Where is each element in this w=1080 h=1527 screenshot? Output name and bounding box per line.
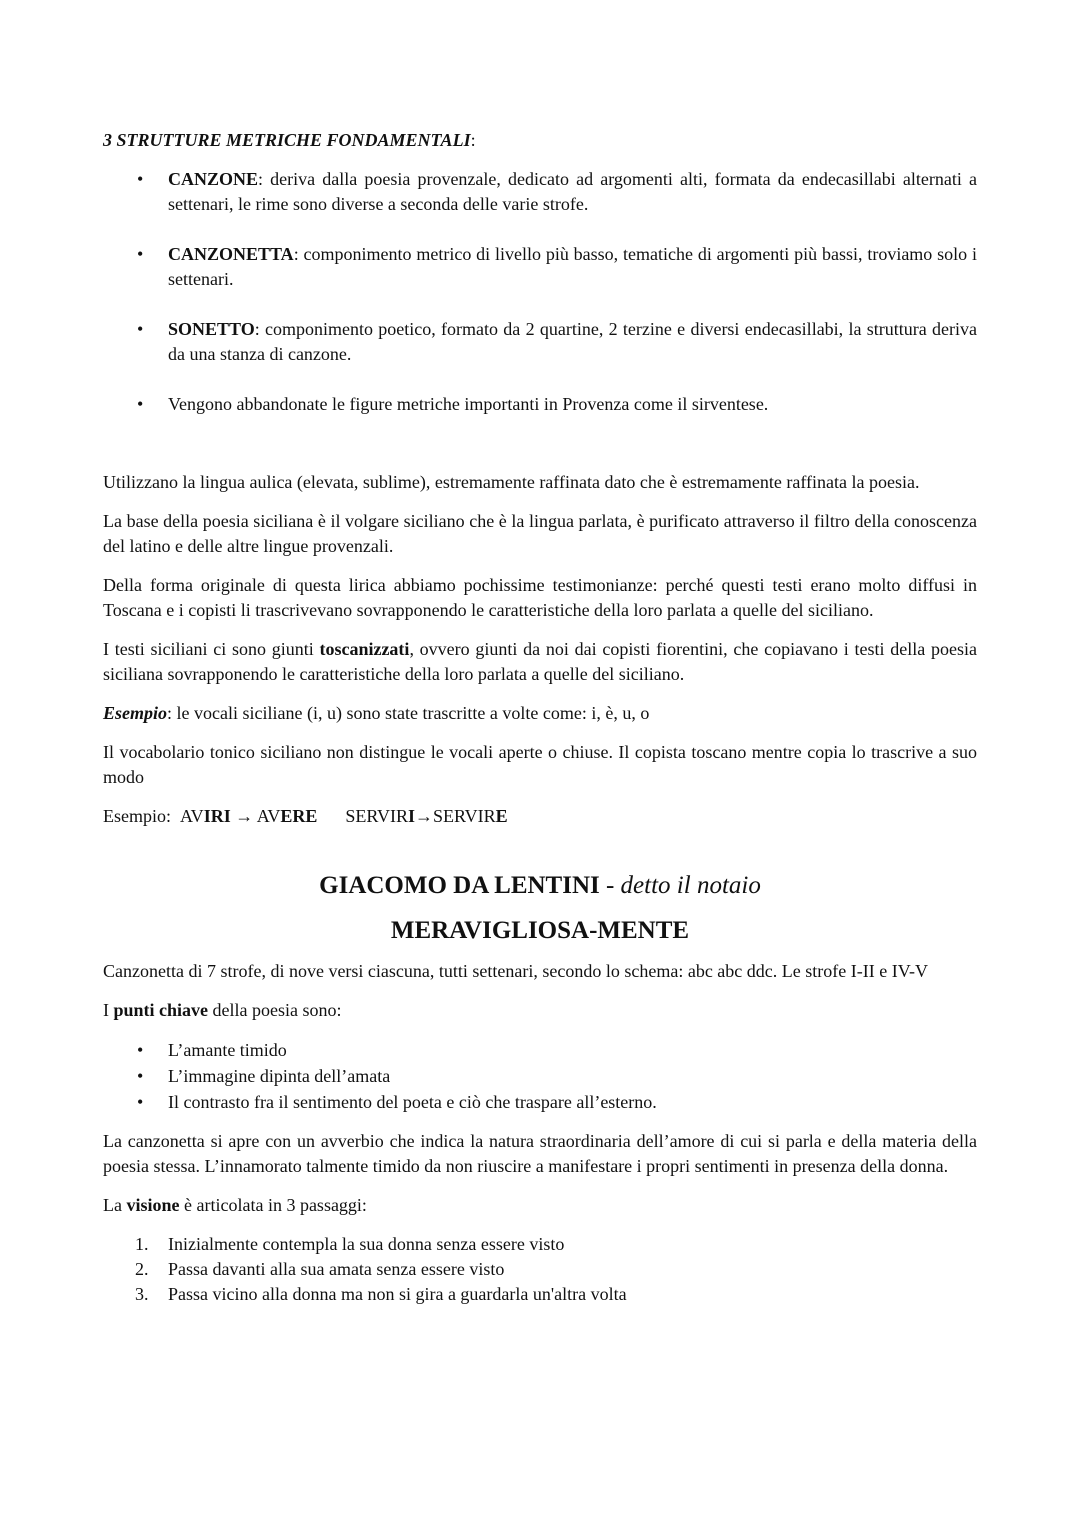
paragraph-vocabolario-tonico: Il vocabolario tonico siciliano non distingue le vocali aperte o chiuse. Il copista toscano mentre copia lo trascrive a suo modo xyxy=(103,742,977,787)
paragraph-volgare-siciliano: La base della poesia siciliana è il volgare siciliano che è la lingua parlata, è purificato attraverso il filtro della conoscenza del latino e delle altre lingue provenzali. xyxy=(103,511,977,556)
bullet-icon: • xyxy=(137,319,144,339)
bullet-icon: • xyxy=(137,394,144,414)
list-item: 2. Passa davanti alla sua amata senza essere visto xyxy=(135,1259,505,1279)
author-title: GIACOMO DA LENTINI - detto il notaio xyxy=(319,872,761,899)
bullet-icon: • xyxy=(137,1066,144,1086)
bullet-icon: • xyxy=(137,169,144,189)
arrow-icon: → xyxy=(415,806,434,826)
list-item: 3. Passa vicino alla donna ma non si gira a guardarla un'altra volta xyxy=(135,1284,627,1304)
arrow-icon: → xyxy=(235,806,254,826)
paragraph-esempio-vocali: Esempio: le vocali siciliane (i, u) sono state trascritte a volte come: i, è, u, o xyxy=(103,703,650,723)
key-points-list xyxy=(103,1037,977,1115)
list-item-sonetto: • SONETTO: componimento poetico, formato da 2 quartine, 2 terzine e diversi endecasillabi, la struttura deriva da una stanza di canzone. xyxy=(137,319,977,364)
list-item-canzonetta: • CANZONETTA: componimento metrico di livello più basso, tematiche di argomenti più bassi, troviamo solo i settenari. xyxy=(137,244,977,289)
list-item: 1. Inizialmente contempla la sua donna senza essere visto xyxy=(135,1234,565,1254)
paragraph-toscanizzati: I testi siciliani ci sono giunti toscanizzati, ovvero giunti da noi dai copisti fiorentini, che copiavano i testi della poesia siciliana sovrapponendo le caratteristiche della loro parlata a quelle del siciliano. xyxy=(103,639,977,684)
list-item-canzone: • CANZONE: deriva dalla poesia provenzale, dedicato ad argomenti alti, formata da endecasillabi alternati a settenari, le rime sono diverse a seconda delle varie strofe. xyxy=(137,169,977,214)
list-item: • L’immagine dipinta dell’amata xyxy=(103,1063,977,1089)
list-item: • L’amante timido xyxy=(103,1037,977,1063)
paragraph-lingua-aulica: Utilizzano la lingua aulica (elevata, sublime), estremamente raffinata dato che è estremamente raffinata la poesia. xyxy=(103,472,920,492)
bullet-icon: • xyxy=(137,1040,144,1060)
paragraph-visione: La visione è articolata in 3 passaggi: xyxy=(103,1195,367,1215)
paragraph-apertura: La canzonetta si apre con un avverbio che indica la natura straordinaria dell’amore di cui si parla e della materia della poesia stessa. L’innamorato talmente timido da non riuscire a manifestare i propri sentimenti in presenza della donna. xyxy=(103,1131,977,1176)
section-heading: 3 STRUTTURE METRICHE FONDAMENTALI: xyxy=(103,130,476,150)
document-page xyxy=(103,128,977,1307)
bullet-icon: • xyxy=(137,244,144,264)
list-item-sirventese: • Vengono abbandonate le figure metriche importanti in Provenza come il sirventese. xyxy=(103,392,977,417)
paragraph-esempio-parole: Esempio: AVIRI → AVERE SERVIRI→SERVIRE xyxy=(103,806,508,826)
list-item: • Il contrasto fra il sentimento del poeta e ciò che traspare all’esterno. xyxy=(103,1089,977,1115)
metric-structures-list xyxy=(103,167,977,417)
paragraph-punti-chiave: I punti chiave della poesia sono: xyxy=(103,1000,342,1020)
bullet-icon: • xyxy=(137,1092,144,1112)
paragraph-testimonianze: Della forma originale di questa lirica abbiamo pochissime testimonianze: perché questi testi erano molto diffusi in Toscana e i copisti li trascrivevano sovrapponendo le caratteristiche della loro parlata a quelle del siciliano. xyxy=(103,575,977,620)
poem-title: MERAVIGLIOSA-MENTE xyxy=(390,917,690,944)
paragraph-canzonetta-intro: Canzonetta di 7 strofe, di nove versi ciascuna, tutti settenari, secondo lo schema: abc abc ddc. Le strofe I-II e IV-V xyxy=(103,961,929,981)
vision-steps-list xyxy=(103,1232,977,1307)
